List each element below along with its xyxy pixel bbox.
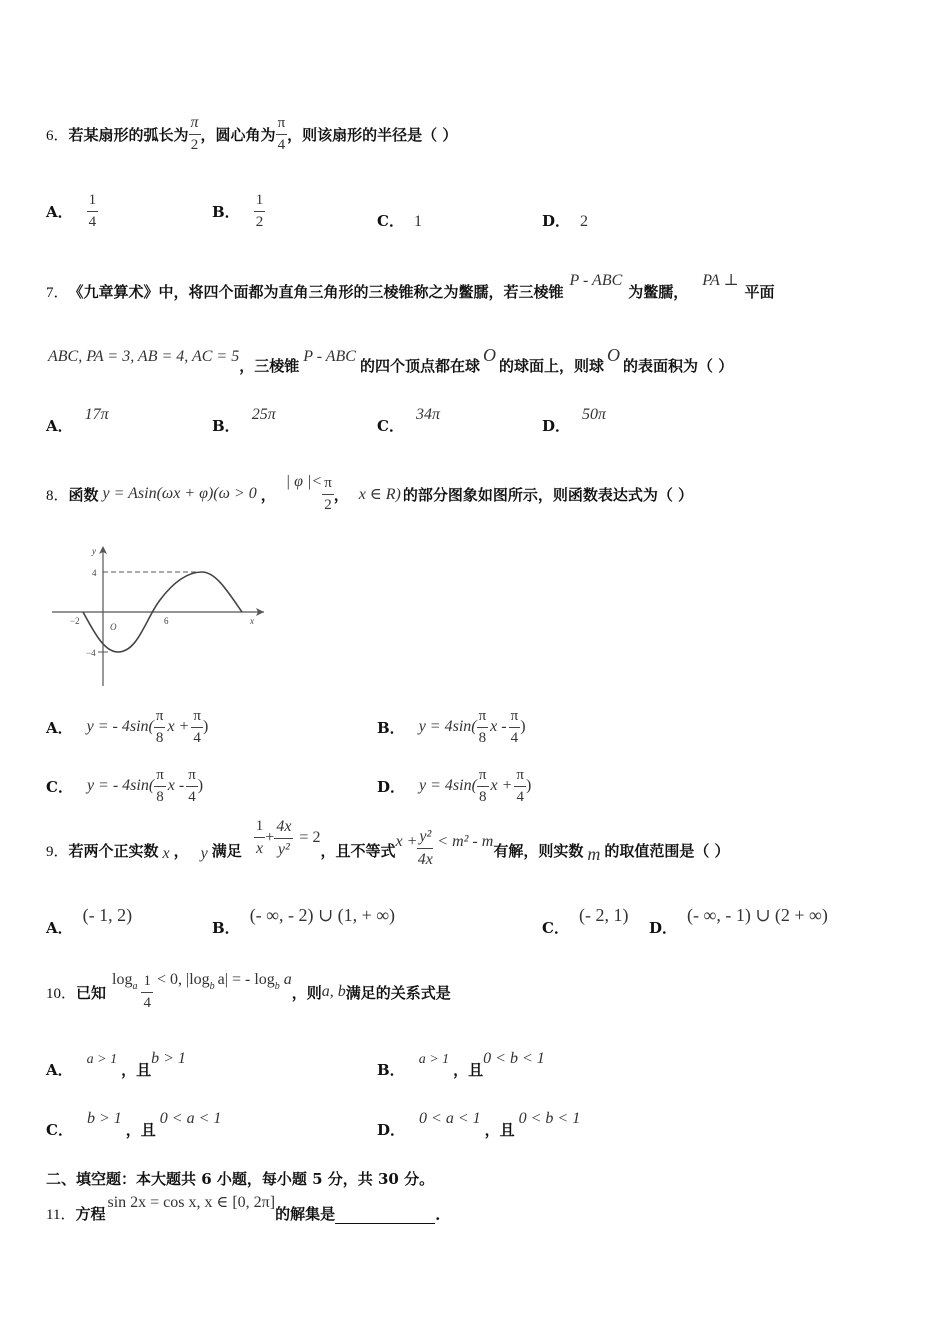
- question-number: 11．: [46, 1207, 76, 1223]
- fraction: $\frac{\pi}{4}$: [277, 115, 286, 153]
- option-b[interactable]: B． y = 4sin( $\frac{\pi}{8}$ x - $\frac{\pi}{4}$ ): [377, 708, 526, 746]
- option-c[interactable]: C． 1: [377, 212, 422, 230]
- option-b[interactable]: B． a > 1 ，且 0 < b < 1: [377, 1050, 545, 1079]
- x-label: x: [250, 616, 254, 626]
- question-number: 7．: [46, 285, 69, 301]
- sine-graph: [46, 540, 276, 690]
- question-text: ，则该扇形的半径是（ ）: [287, 125, 458, 144]
- option-c[interactable]: C． b > 1 ，且 0 < a < 1: [46, 1110, 222, 1139]
- question-10: 10． 已知 log $_a$ $\frac{1}{4}$ < 0, |log $_b$ a| = - log $_b$ a ，则 a, b 满足的关系式是: [46, 971, 451, 1011]
- option-a[interactable]: A． (- 1, 2): [46, 905, 133, 937]
- tick-6: 6: [164, 616, 169, 626]
- question-11: 11． 方程 sin 2x = cos x, x ∈ [0, 2π] 的解集是 .: [46, 1194, 441, 1224]
- fraction: $\frac{\pi}{2}$: [190, 114, 199, 154]
- question-number: 6．: [46, 127, 69, 144]
- option-a[interactable]: A． y = - 4sin( $\frac{\pi}{8}$ x + $\frac{\pi}{4}$ ): [46, 708, 209, 746]
- option-a[interactable]: A． $\frac{1}{4}$: [46, 192, 97, 230]
- y-label: y: [92, 546, 96, 556]
- option-d[interactable]: D． y = 4sin( $\frac{\pi}{8}$ x + $\frac{\pi}{4}$ ): [377, 767, 532, 805]
- question-number: 9．: [46, 843, 69, 860]
- fraction: $\frac{\pi}{2}$: [324, 475, 332, 513]
- question-8: 8． 函数 y = Asin(ωx + φ)(ω > 0 ， | φ |< $\frac{\pi}{2}$ ， x ∈ R) 的部分图象如图所示，则函数表达式为（ ）: [46, 473, 694, 513]
- question-text: 若某扇形的弧长为: [68, 125, 189, 144]
- question-text: ，圆心角为: [200, 125, 276, 144]
- section-title: 二、填空题：本大题共 6 小题，每小题 5 分，共 30 分。: [46, 1170, 435, 1188]
- question-9: 9． 若两个正实数 x ， y 满足 $\frac{1}{x}$ + $\frac{4x}{\text{y²}}$ = 2 ，且不等式 x + $\frac{\text{y²}}{4x}$ < m² - m 有解，则实数 m 的取值范围是（ ）: [46, 817, 730, 868]
- question-number: 8．: [46, 487, 69, 504]
- answer-blank[interactable]: [335, 1209, 435, 1224]
- option-c[interactable]: C． (- 2, 1): [542, 905, 629, 937]
- question-7: 7． 《九章算术》中，将四个面都为直角三角形的三棱锥称之为鳖臑，若三棱锥 P - ABC 为鳖臑， PA ⊥ 平面: [46, 272, 775, 301]
- tick-4: 4: [92, 568, 97, 578]
- option-d[interactable]: D． 0 < a < 1 ，且 0 < b < 1: [377, 1110, 581, 1139]
- option-b[interactable]: B． 25π: [212, 406, 276, 435]
- option-c[interactable]: C． 34π: [377, 406, 440, 435]
- tick-neg2: −2: [70, 616, 80, 626]
- option-a[interactable]: A． 17π: [46, 406, 109, 435]
- option-c[interactable]: C． y = - 4sin( $\frac{\pi}{8}$ x - $\frac{\pi}{4}$ ): [46, 767, 204, 805]
- origin-label: O: [110, 622, 117, 632]
- option-d[interactable]: D． (- ∞, - 1) ∪ (2 + ∞): [649, 905, 828, 937]
- option-d[interactable]: D． 2: [542, 212, 589, 230]
- question-7-line2: ABC, PA = 3, AB = 4, AC = 5 ，三棱锥 P - ABC 的四个顶点都在球 O 的球面上，则球 O 的表面积为（ ）: [48, 345, 734, 375]
- option-b[interactable]: B． (- ∞, - 2) ∪ (1, + ∞): [212, 905, 396, 937]
- tick-neg4: −4: [86, 648, 96, 658]
- question-number: 10．: [46, 985, 77, 1002]
- option-b[interactable]: B． $\frac{1}{2}$: [212, 192, 264, 230]
- question-6: [46, 104, 457, 164]
- option-a[interactable]: A． a > 1 ，且 b > 1: [46, 1050, 186, 1079]
- option-d[interactable]: D． 50π: [542, 406, 607, 435]
